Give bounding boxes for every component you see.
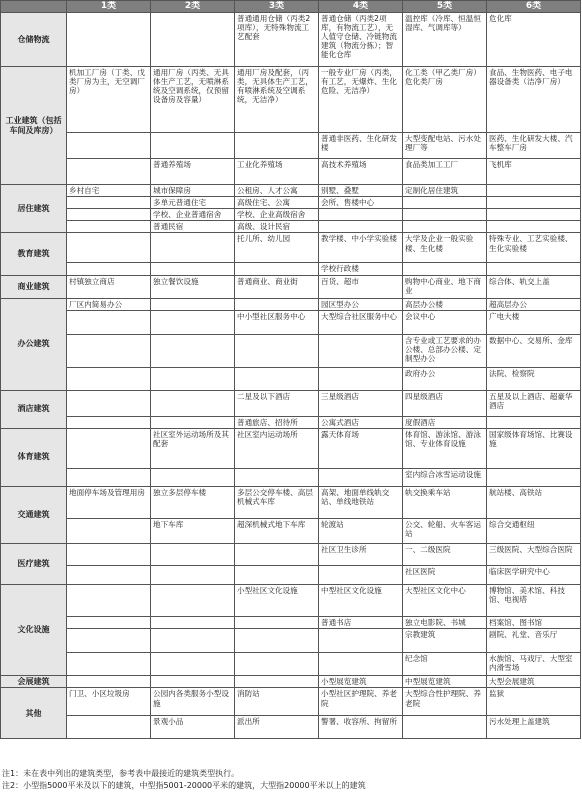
table-row [1,67,581,133]
class-2-cell [151,416,235,428]
class-6-cell [487,185,581,197]
class-5-cell: 四星级酒店 [403,390,487,416]
class-3-cell: 公租房、人才公寓 [235,185,319,197]
class-1-cell [67,716,151,739]
class-4-cell [319,565,403,584]
class-6-cell: 航站楼、高铁站 [487,486,581,518]
class-1-cell [67,416,151,428]
category-label: 工业建筑（包括车间及库房） [1,67,67,185]
class-3-cell: 高级、设计民宿 [235,221,319,233]
class-5-cell: 公交、轮船、火车客运站 [403,518,487,543]
class-6-cell [487,197,581,209]
category-label: 商业建筑 [1,275,67,298]
class-4-cell: 教学楼、中小学实验楼 [319,233,403,263]
class-5-cell: 一、二级医院 [403,543,487,565]
class-6-cell: 国家级体育场馆、比赛设施 [487,428,581,468]
table-row [1,518,581,543]
class-5-cell: 纪念馆 [403,652,487,675]
class-5-cell: 大型社区文化中心 [403,584,487,616]
class-1-cell [67,334,151,367]
header-blank [1,1,67,13]
header-class-5: 5类 [403,1,487,13]
class-3-cell [235,652,319,675]
class-1-cell: 乡村自宅 [67,185,151,197]
class-2-cell: 独立餐饮设施 [151,275,235,298]
table-row [1,185,581,197]
table-row [1,628,581,652]
category-label: 办公建筑 [1,298,67,390]
class-2-cell: 社区室外运动场所及其配套 [151,428,235,468]
class-4-cell: 一般专业厂房（丙类，有工艺，无爆炸、生化危险、无洁净） [319,67,403,133]
class-2-cell [151,13,235,67]
class-4-cell: 普通仓储（丙类2项库，有物流工艺），无人值守仓储、冷链物流建筑（物流分拣）；智能化仓库 [319,13,403,67]
class-3-cell: 中小型社区服务中心 [235,310,319,334]
class-6-cell: 食品、生物医药、电子电器设备类（洁净厂房） [487,67,581,133]
table-row [1,275,581,298]
table-row [1,416,581,428]
class-2-cell [151,468,235,486]
class-5-cell: 大型综合性护理院、养老院 [403,688,487,716]
class-2-cell: 学校、企业普通宿舍 [151,209,235,221]
table-row [1,688,581,716]
class-4-cell: 三星级酒店 [319,390,403,416]
class-5-cell [403,209,487,221]
class-1-cell [67,263,151,275]
class-1-cell [67,197,151,209]
class-1-cell: 村镇独立商店 [67,275,151,298]
class-1-cell [67,675,151,688]
class-2-cell [151,628,235,652]
table-row [1,390,581,416]
class-6-cell: 水族馆、马戏厅、大型室内滑雪场 [487,652,581,675]
table-row [1,652,581,675]
class-6-cell: 五星及以上酒店、超豪华酒店 [487,390,581,416]
class-1-cell: 机加工厂房（丁类、戊类厂房为主，无空调厂房） [67,67,151,133]
category-label: 文化设施 [1,584,67,675]
class-2-cell: 普通民宿 [151,221,235,233]
class-5-cell [403,263,487,275]
class-1-cell [67,584,151,616]
table-row [1,298,581,310]
class-3-cell: 高级住宅、公寓 [235,197,319,209]
footnotes [2,768,580,791]
class-1-cell [67,468,151,486]
class-3-cell: 普通旅店、招待所 [235,416,319,428]
class-2-cell [151,652,235,675]
class-3-cell: 学校、企业高级宿舍 [235,209,319,221]
class-1-cell [67,159,151,185]
class-3-cell [235,675,319,688]
class-4-cell: 大型综合社区服务中心 [319,310,403,334]
class-6-cell: 综合体、轨交上盖 [487,275,581,298]
class-1-cell [67,543,151,565]
class-6-cell: 博物馆、美术馆、科技馆、电视塔 [487,584,581,616]
class-5-cell: 食品类加工工厂 [403,159,487,185]
class-6-cell: 三级医院、大型综合医院 [487,543,581,565]
class-5-cell: 会议中心 [403,310,487,334]
class-3-cell [235,628,319,652]
class-2-cell [151,584,235,616]
header-row [1,1,581,13]
class-3-cell: 派出所 [235,716,319,739]
class-1-cell [67,428,151,468]
class-5-cell: 化工类（甲乙类厂房）危化类厂房 [403,67,487,133]
class-2-cell: 普通养殖场 [151,159,235,185]
class-6-cell: 特殊专业、工艺实验楼、生化实验楼 [487,233,581,263]
class-5-cell: 定制化居住建筑 [403,185,487,197]
category-label: 体育建筑 [1,428,67,486]
header-class-1: 1类 [67,1,151,13]
class-1-cell: 厂区内简易办公 [67,298,151,310]
table-row [1,675,581,688]
class-1-cell [67,390,151,416]
category-label: 医疗建筑 [1,543,67,584]
class-4-cell [319,367,403,390]
class-6-cell: 广电大楼 [487,310,581,334]
class-2-cell [151,263,235,275]
class-3-cell [235,468,319,486]
header-class-6: 6类 [487,1,581,13]
class-4-cell: 高技术养殖场 [319,159,403,185]
class-6-cell: 飞机库 [487,159,581,185]
class-4-cell [319,628,403,652]
class-1-cell [67,221,151,233]
class-5-cell: 室内综合冰雪运动设施 [403,468,487,486]
class-3-cell: 社区室内运动场所 [235,428,319,468]
class-5-cell: 温控库（冷库、恒温恒湿库、气调库等） [403,13,487,67]
class-6-cell: 数据中心、交易所、金库 [487,334,581,367]
class-2-cell: 多单元普通住宅 [151,197,235,209]
class-5-cell [403,197,487,209]
class-2-cell: 城市保障房 [151,185,235,197]
class-2-cell [151,675,235,688]
class-4-cell: 普通书店 [319,616,403,628]
class-2-cell: 景观小品 [151,716,235,739]
class-2-cell [151,367,235,390]
class-2-cell: 通用厂房（丙类、无具体生产工艺，无喷淋系统及空调系统，仅预留设备房及容量） [151,67,235,133]
class-6-cell [487,263,581,275]
class-6-cell: 大型会展建筑 [487,675,581,688]
class-6-cell: 剧院、礼堂、音乐厅 [487,628,581,652]
class-1-cell: 门卫、小区垃圾房 [67,688,151,716]
class-3-cell [235,298,319,310]
class-4-cell: 百货、超市 [319,275,403,298]
class-3-cell: 多层公交停车楼、高层机械式车库 [235,486,319,518]
category-label: 会展建筑 [1,675,67,688]
class-3-cell [235,334,319,367]
class-6-cell: 危化库 [487,13,581,67]
header-class-3: 3类 [235,1,319,13]
class-6-cell: 综合交通枢纽 [487,518,581,543]
class-4-cell: 轮渡站 [319,518,403,543]
table-row [1,159,581,185]
class-1-cell [67,628,151,652]
class-6-cell [487,468,581,486]
category-label: 教育建筑 [1,233,67,275]
class-3-cell [235,133,319,159]
class-4-cell [319,209,403,221]
class-6-cell [487,416,581,428]
header-class-4: 4类 [319,1,403,13]
class-6-cell: 临床医学研究中心 [487,565,581,584]
class-4-cell: 学校行政楼 [319,263,403,275]
class-3-cell: 托儿所、幼儿园 [235,233,319,263]
class-3-cell [235,616,319,628]
table-row [1,616,581,628]
footnote-2: 注2：小型指5000平米及以下的建筑，中型指5001-20000平米的建筑，大型指20000平米以上的建筑 [2,780,366,790]
class-3-cell [235,543,319,565]
class-2-cell [151,133,235,159]
table-row [1,486,581,518]
class-5-cell: 含专业或工艺要求的办公楼、总部办公楼、定制型办公 [403,334,487,367]
class-5-cell: 高层办公楼 [403,298,487,310]
class-2-cell [151,298,235,310]
class-5-cell: 宗教建筑 [403,628,487,652]
class-1-cell [67,233,151,263]
class-3-cell: 超深机械式地下车库 [235,518,319,543]
header-class-2: 2类 [151,1,235,13]
class-2-cell [151,233,235,263]
table-row [1,543,581,565]
class-5-cell [403,221,487,233]
class-3-cell: 二星及以下酒店 [235,390,319,416]
class-3-cell: 工业化养殖场 [235,159,319,185]
class-6-cell: 污水处理上盖建筑 [487,716,581,739]
class-4-cell [319,652,403,675]
class-4-cell: 小型展览建筑 [319,675,403,688]
class-3-cell: 通用厂房及配套，（丙类，无具体生产工艺，有喷淋系统及空调系统，无洁净） [235,67,319,133]
class-6-cell [487,221,581,233]
class-1-cell [67,565,151,584]
category-label: 其他 [1,688,67,739]
class-4-cell: 小型社区护理院、养老院 [319,688,403,716]
class-2-cell [151,543,235,565]
class-5-cell: 中型展览建筑 [403,675,487,688]
class-4-cell: 警署、收容所、拘留所 [319,716,403,739]
class-2-cell [151,616,235,628]
class-3-cell: 普通通用仓储（丙类2项库），无特殊物流工艺配套 [235,13,319,67]
class-1-cell [67,518,151,543]
class-4-cell: 园区型办公 [319,298,403,310]
class-3-cell [235,263,319,275]
class-2-cell: 地下车库 [151,518,235,543]
class-1-cell [67,133,151,159]
class-2-cell [151,334,235,367]
class-2-cell [151,310,235,334]
class-1-cell: 地面停车场及管理用房 [67,486,151,518]
class-6-cell: 法院、检察院 [487,367,581,390]
class-2-cell [151,565,235,584]
class-5-cell: 政府办公 [403,367,487,390]
class-5-cell: 体育馆、游泳馆、游泳馆、专业体育设施 [403,428,487,468]
table-row [1,209,581,221]
table-header [1,1,581,13]
table-row [1,565,581,584]
class-4-cell: 普通非医药、生化研发楼 [319,133,403,159]
class-4-cell: 会所、售楼中心 [319,197,403,209]
class-3-cell [235,367,319,390]
table-row [1,263,581,275]
class-4-cell: 公寓式酒店 [319,416,403,428]
class-6-cell [487,209,581,221]
class-1-cell [67,13,151,67]
class-4-cell: 高架、地面单线轨交站、单线地铁站 [319,486,403,518]
class-4-cell: 别墅、叠墅 [319,185,403,197]
category-label: 交通建筑 [1,486,67,543]
class-1-cell [67,310,151,334]
class-5-cell [403,716,487,739]
class-5-cell: 购物中心商业、地下商业 [403,275,487,298]
class-2-cell: 公园内各类服务小型设施 [151,688,235,716]
class-6-cell: 档案馆、图书馆 [487,616,581,628]
class-6-cell: 监狱 [487,688,581,716]
class-1-cell [67,209,151,221]
class-4-cell [319,468,403,486]
table-row [1,133,581,159]
class-4-cell: 中型社区文化设施 [319,584,403,616]
table-body [1,13,581,739]
table-row [1,233,581,263]
class-5-cell: 大学及企业一般实验楼、生化楼 [403,233,487,263]
table-row [1,221,581,233]
class-5-cell: 独立电影院、书城 [403,616,487,628]
table-row [1,310,581,334]
class-5-cell: 轨交换乘车站 [403,486,487,518]
category-label: 居住建筑 [1,185,67,233]
class-4-cell: 露天体育场 [319,428,403,468]
category-label: 酒店建筑 [1,390,67,428]
class-4-cell: 社区卫生诊所 [319,543,403,565]
category-label: 仓储物流 [1,13,67,67]
table-row [1,13,581,67]
class-5-cell: 社区医院 [403,565,487,584]
table-row [1,716,581,739]
class-2-cell: 独立多层停车楼 [151,486,235,518]
class-2-cell [151,390,235,416]
table-row [1,428,581,468]
class-3-cell: 小型社区文化设施 [235,584,319,616]
table-row [1,584,581,616]
table-row [1,334,581,367]
class-5-cell: 度假酒店 [403,416,487,428]
footnote-1: 注1：未在表中列出的建筑类型，参考表中最接近的建筑类型执行。 [2,769,240,778]
table-row [1,468,581,486]
table-row [1,367,581,390]
class-3-cell [235,565,319,584]
class-4-cell [319,221,403,233]
class-1-cell [67,367,151,390]
class-5-cell: 大型变配电站、污水处理厂等 [403,133,487,159]
class-1-cell [67,652,151,675]
class-6-cell: 医药、生化研发大楼、汽车整车厂房 [487,133,581,159]
class-1-cell [67,616,151,628]
class-3-cell: 消防站 [235,688,319,716]
class-3-cell: 普通商业、商业街 [235,275,319,298]
table-row [1,197,581,209]
class-6-cell: 超高层办公 [487,298,581,310]
class-4-cell [319,334,403,367]
